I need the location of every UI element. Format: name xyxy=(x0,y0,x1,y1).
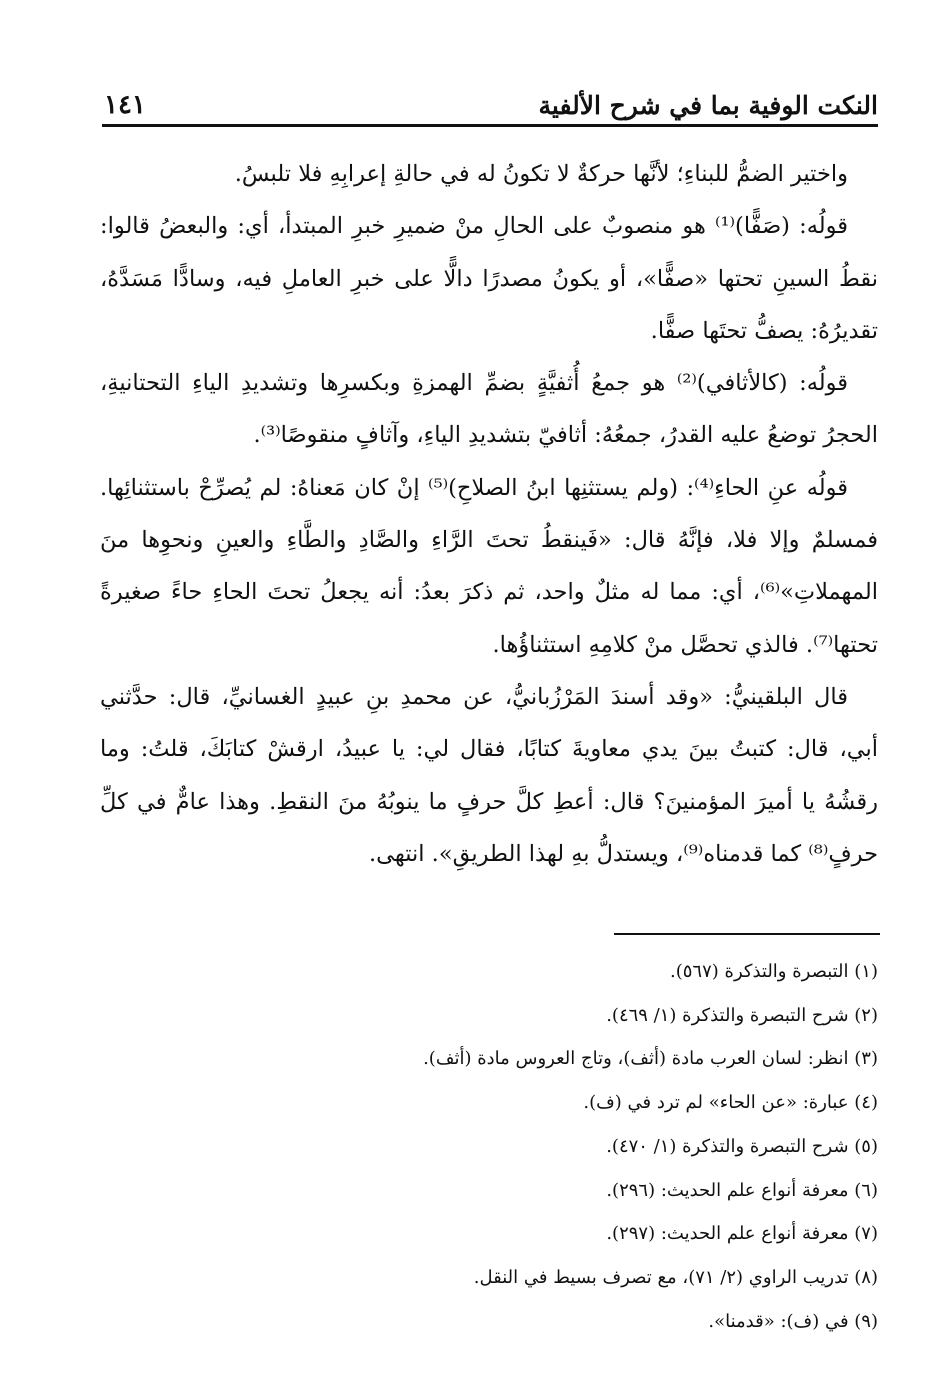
footnote: (١) التبصرة والتذكرة (٥٦٧). xyxy=(670,961,878,982)
page-header xyxy=(104,70,878,120)
footnote: (٧) معرفة أنواع علم الحديث: (٢٩٧). xyxy=(606,1223,878,1245)
footnotes-list xyxy=(98,950,878,1343)
paragraph: واختير الضمُّ للبناءِ؛ لأنَّها حركةٌ لا تكونُ له في حالةِ إعرابِهِ فلا تلبسُ. xyxy=(234,161,848,187)
footnote: (٥) شرح التبصرة والتذكرة (١/ ٤٧٠). xyxy=(606,1135,878,1157)
paragraph: قال البلقينيُّ: «وقد أسندَ المَرْزُبانيُّ، عن محمدِ بنِ عبيدٍ الغسانيِّ، قال: حدَّثني أبي، قال: كتبتُ بينَ يدي معاويةَ كتابًا، فقال لي: يا عبيدُ، ارقشْ كتابَكَ، قلتُ: وما رقشُهُ يا أميرَ المؤمنينَ؟ قال: أعطِ كلَّ حرفٍ ما ينوبُهُ منَ النقطِ. وهذا عامٌّ في كلِّ حرفٍ⁽⁸⁾ كما قدمناه⁽⁹⁾، ويستدلُّ بهِ لهذا الطريقِ». انتهى. xyxy=(100,683,878,867)
footnote: (٩) في (ف): «قدمنا». xyxy=(708,1310,878,1332)
footnote: (٦) معرفة أنواع علم الحديث: (٢٩٦). xyxy=(606,1179,878,1201)
main-text xyxy=(100,148,878,880)
footnote: (٣) انظر: لسان العرب مادة (أثف)، وتاج العروس مادة (أثف). xyxy=(423,1048,878,1070)
footnote: (٤) عبارة: «عن الحاء» لم ترد في (ف). xyxy=(583,1092,878,1114)
page-number: ١٤١ xyxy=(104,90,146,120)
footnote: (٨) تدريب الراوي (٢/ ٧١)، مع تصرف بسيط في النقل. xyxy=(473,1266,878,1288)
paragraph: قولُه: (صَفًّا)⁽¹⁾ هو منصوبٌ على الحالِ منْ ضميرِ خبرِ المبتدأ، أي: والبعضُ قالوا: نقطُ السينِ تحتها «صفًّا»، أو يكونُ مصدرًا دالًّا على خبرِ العاملِ فيه، وسادًّا مَسَدَّهُ، تقديرُهُ: يصفُّ تحتَها صفًّا. xyxy=(100,213,878,344)
footnote-separator xyxy=(614,933,880,935)
paragraph: قولُه عنِ الحاءِ⁽⁴⁾: (ولم يستثنِها ابنُ الصلاحِ)⁽⁵⁾ إنْ كان مَعناهُ: لم يُصرِّحْ باستثنائِها. فمسلمٌ وإلا فلا، فإنَّهُ قال: «فَينقطُ تحتَ الرَّاءِ والصَّادِ والطَّاءِ والعينِ ونحوِها منَ المهملاتِ»⁽⁶⁾، أي: مما له مثلٌ واحد، ثم ذكرَ بعدُ: أنه يجعلُ تحتَ الحاءِ حاءً صغيرةً تحتها⁽⁷⁾. فالذي تحصَّل منْ كلامِهِ استثناؤُها. xyxy=(100,474,878,658)
paragraph: قولُه: (كالأثافي)⁽²⁾ هو جمعُ أُثفيَّةٍ بضمِّ الهمزةِ وبكسرِها وتشديدِ الياءِ التحتانيةِ، الحجرُ توضعُ عليه القدرُ، جمعُهُ: أثافيّ بتشديدِ الياءِ، وآثافٍ منقوصًا⁽³⁾. xyxy=(100,370,878,449)
header-rule xyxy=(102,124,878,127)
running-title: النكت الوفية بما في شرح الألفية xyxy=(538,91,878,120)
footnote: (٢) شرح التبصرة والتذكرة (١/ ٤٦٩). xyxy=(606,1004,878,1026)
